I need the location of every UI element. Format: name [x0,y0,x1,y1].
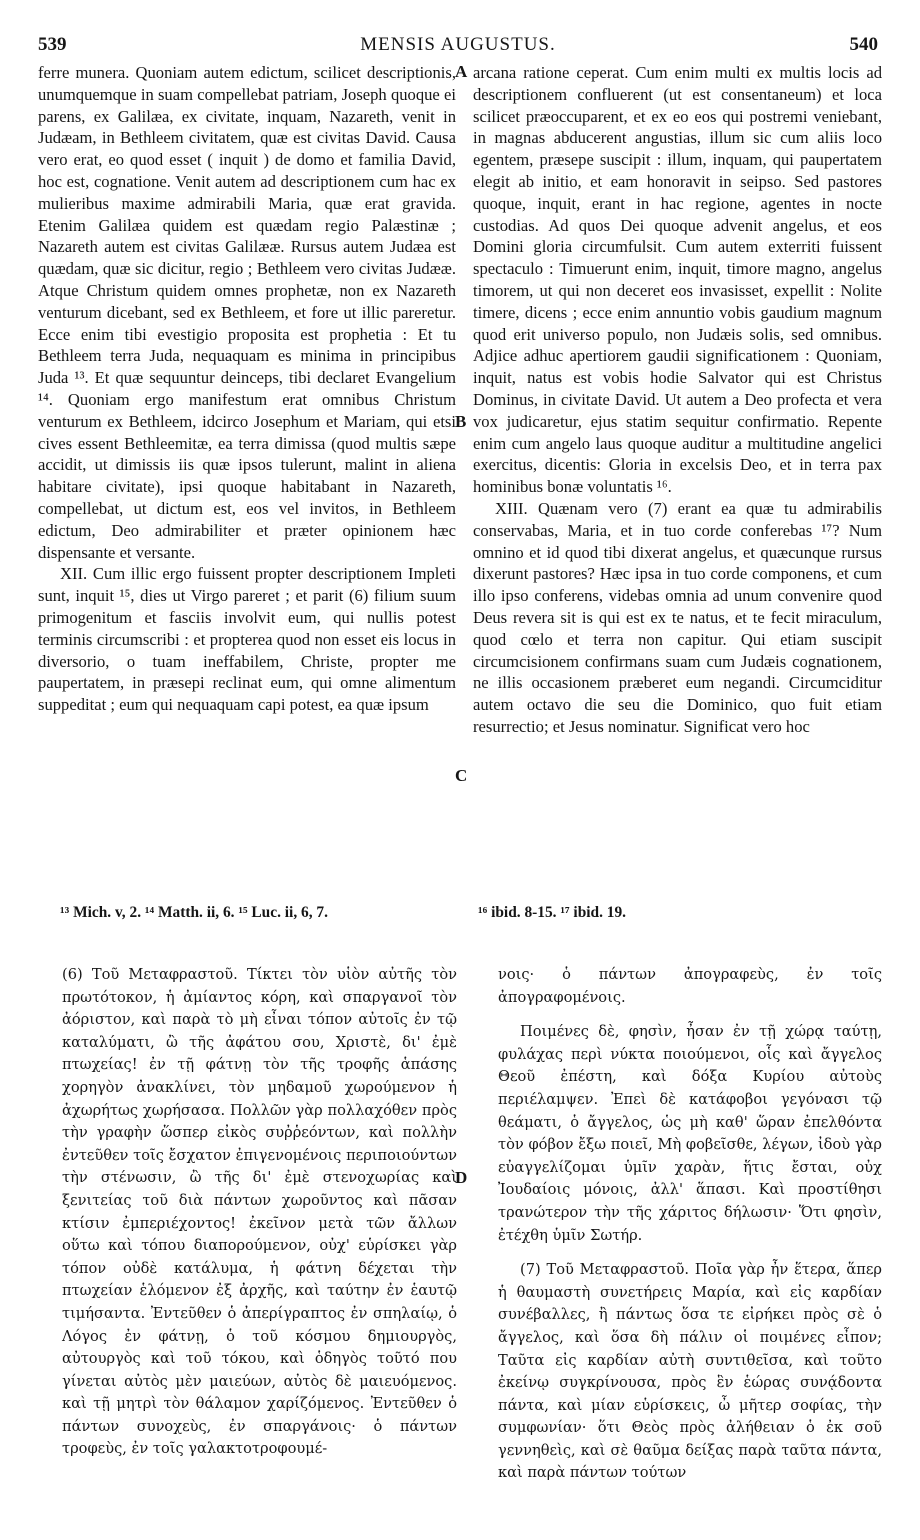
latin-left-paragraph-2: XII. Cum illic ergo fuissent propter descriptionem Impleti sunt, inquit ¹⁵, dies ut Virgo pareret ; et parit (6) filium suum primogenitum et fasciis involvit eum, qui nullis potest terminis circumscribi : et propterea quod non esset eis locus in diversorio, o tuam ineffabilem, Christe, propter me paupertatem, in præsepi reclinat eum, qui omne alimentum suppeditat ; eum qui nequaquam capi potest, ea quæ ipsum [38,564,456,715]
footnotes-left: ¹³ Mich. v, 2. ¹⁴ Matth. ii, 6. ¹⁵ Luc. ii, 6, 7. [60,904,328,921]
running-header [38,34,878,58]
latin-column-right [473,62,882,738]
running-title: MENSIS AUGUSTUS. [360,34,556,55]
latin-right-paragraph-1: arcana ratione ceperat. Cum enim multi ex multis locis ad descriptionem confluerent (ut est consentaneum) et loca scilicet præoccuparent, et ex eo eos qui postremi veniebant, in magnas abducerent angustias, illum sic cum aliis loco egentem, præsepe suscipit : illum, inquam, qui paupertatem elegit ab initio, et eam honoravit in seipso. Sed pastores quoque, inquit, erant in hac regione, agentes in nocte custodias. Ad quos Dei quoque advenit angelus, et eos Domini gloria circumfulsit. Cum autem exterriti fuissent spectaculo : Timuerunt enim, inquit, timore magno, angelus timorem, ut qui non deceret eos invasisset, expellit : Nolite timere, dicens ; ecce enim annuntio vobis gaudium magnum quod erit universo populo, non Judæis solis, sed omnibus. Adjice adhuc apertiorem gaudii significationem : Quoniam, inquit, natus est vobis hodie Salvator qui est Christus Dominus, in civitate David. Ut autem a Deo profecta et vera vox judicaretur, ejus statim sequitur confirmatio. Repente enim cum angelo laus quoque auditur a multitudine angelici exercitus, dicentis: Gloria in excelsis Deo, et in terra pax hominibus bonæ voluntatis ¹⁶. [473,63,882,497]
greek-column-left [62,964,457,1461]
greek-right-paragraph-2: Ποιμένες δὲ, φησὶν, ἦσαν ἐν τῇ χώρᾳ ταύτῃ, φυλάχας περὶ νύκτα ποιούμενοι, οἷς καὶ ἄγγελος Θεοῦ ἐπέστη, καὶ δόξα Κυρίου αὐτοὺς περιέλαμψεν. Ἐπεὶ δὲ κατάφοβοι γεγόνασι τῷ θεάματι, ὁ ἄγγελος, ὡς μὴ καθ' ὥραν ἐπελθόντα τὸν φόβον ἔξω ποιεῖ, Μὴ φοβεῖσθε, λέγων, ἰδοὺ γὰρ εὐαγγελίζομαι ὑμῖν χαρὰν, ἥτις ἔσται, οὐχ Ἰουδαίοις μόνοις, ἀλλ' ἅπασι. Καὶ προστίθησι τρανώτερον τὴν τῆς χάριτος δήλωσιν· Ὅτι φησὶν, ἐτέχθη ὑμῖν Σωτήρ. [498,1023,882,1244]
footnotes-right: ¹⁶ ibid. 8-15. ¹⁷ ibid. 19. [478,904,627,921]
latin-left-paragraph-1: ferre munera. Quoniam autem edictum, scilicet descriptionis, unumquemque in suam compellebat patriam, Joseph quoque ei parens, ex Galilæa, ex civitate, inquam, Nazareth, venit in Judæam, in Bethleem civitatem, quæ est civitas David. Causa vero erat, eo quod esset ( inquit ) de domo et familia David, hoc est, cognatione. Venit autem ad descriptionem cum hac ex mulieribus maxime admirabili Maria, quæ erat gravida. Etenim Galilæa quidem est quædam regio Palæstinæ ; Nazareth autem est civitas Galilææ. Rursus autem Judæa est quædam, quæ sic dicitur, regio ; Bethleem vero civitas Judææ. Atque Christum quidem omnes prophetæ, non ex Nazareth venturum dicebant, sed ex Bethleem, et fore ut illic pareretur. Ecce enim tibi evestigio proposita est prophetia : Et tu Bethleem terra Juda, nequaquam es minima in principibus Juda ¹³. Et quæ sequuntur deinceps, tibi declaret Evangelium ¹⁴. Quoniam ergo manifestum erat omnibus Christum venturum ex Bethleem, idcirco Josephum et Mariam, qui etsi cives essent Bethleemitæ, ea terra dimissa (quod multis sæpe accidit, ut dimissis iis quæ ipsos tulerunt, malint in aliena habitare civitate), ipsi quoque habitabant in Nazareth, compellebat, ut dictum est, eos vel invitos, in Bethleem edictum, Deo admirabiliter et præter opinionem hæc dispensante et versante. [38,63,456,562]
margin-marker-a: A [455,62,468,81]
margin-marker-d: D [455,1168,468,1187]
latin-right-paragraph-2: XIII. Quænam vero (7) erant ea quæ tu admirabilis conservabas, Maria, et in tuo corde conferebas ¹⁷? Num omnino et id quod tibi dixerat angelus, et quæcunque rursus dixerunt pastores? Hæc ipsa in tuo corde componens, et cum illo ipso conferens, videbas omnia ad unum convenire quod Deus revera sit is qui est ex te natus, et te fecit miraculum, quod cœlo et terra non capitur. Qui etiam suscipit circumcisionem confirmans suam cum Judæis cognationem, ne illis occasionem præberet eum negandi. Circumciditur autem octavo die seu die Dominico, quo fuit etiam resurrectio; et Jesus nominatur. Significat vero hoc [473,498,882,736]
greek-right-paragraph-1: νοις· ὁ πάντων ἀπογραφεὺς, ἐν τοῖς ἀπογραφομένοις. [498,966,882,1006]
latin-column-left [38,62,456,716]
margin-marker-b: B [455,412,467,431]
page-number-left: 539 [38,34,67,55]
greek-column-right [498,964,882,1485]
greek-left-paragraph-1: (6) Τοῦ Μεταφραστοῦ. Τίκτει τὸν υἱὸν αὐτῆς τὸν πρωτότοκον, ἡ ἀμίαντος κόρη, καὶ σπαργανοῖ τὸν ἀόριστον, καὶ παρὰ τὸ μὴ εἶναι τόπον αὐτοῖς ἐν τῷ καταλύματι, ὢ τῆς ἀφάτου σου, Χριστὲ, δι' ἐμὲ πτωχείας! ἐν τῇ φάτνῃ τὸν τῆς τροφῆς ἁπάσης χορηγὸν ἀνακλίνει, τὸν μηδαμοῦ χωρούμενον ἡ ἀχωρήτως χωρήσασα. Πολλῶν γὰρ πολλαχόθεν πρὸς τὴν γραφὴν ὥσπερ εἰκὸς συῤῥεόντων, καὶ πολλὴν ἐντεῦθεν τοῖς ἔσχατον ἐπιγενομένοις περιποιούντων τὴν στένωσιν, ὢ τῆς δι' ἐμὲ στενοχωρίας καὶ ξενιτείας τοῦ διὰ πάντων χωροῦντος καὶ πᾶσαν κτίσιν ἐμπεριέχοντος! ἐκεῖνον μετὰ τῶν ἄλλων οὕτω καὶ τόπου διαπορούμενον, οὐχ' εὑρίσκει γὰρ τόπον οὐδὲ κατάλυμα, ἡ φάτνη δέχεται τὴν πτωχείαν ἑλόμενον ἐξ ἀρχῆς, καὶ ταύτην ἐν ἑαυτῷ τιμήσαντα. Ἐντεῦθεν ὁ ἀπερίγραπτος ἐν σπηλαίῳ, ὁ Λόγος ἐν φάτνῃ, ὁ τοῦ κόσμου δημιουργὸς, αὐτουργὸς καὶ τοῦ τόκου, καὶ ὁδηγὸς τοῦτό που γίνεται αὐτὸς μὲν μαιεύων, αὐτὸς δὲ μαιευόμενος. καὶ τῇ μητρὶ τὸν θάλαμον χαρίζόμενος. Ἐντεῦθεν ὁ πάντων συνοχεὺς, ἐν σπαργάνοις· ὁ πάντων τροφεὺς, ἐν τοῖς γαλακτοτροφουμέ- [62,966,457,1458]
margin-marker-c: C [455,766,468,785]
greek-right-paragraph-3: (7) Τοῦ Μεταφραστοῦ. Ποῖα γὰρ ἦν ἕτερα, ἅπερ ἡ θαυμαστὴ συνετήρεις Μαρία, καὶ εἰς καρδίαν συνέβαλλες, ἢ πάντως ὅσα τε εἰρήκει πρὸς σὲ ὁ ἄγγελος, καὶ ὅσα δὴ πάλιν οἱ ποιμένες εἶπον; Ταῦτα εἰς καρδίαν αὐτὴ συντιθεῖσα, καὶ τοῦτο ἐκείνῳ συγκρίνουσα, πρὸς ἓν ἑώρας συνᾴδοντα πάντα, καὶ μίαν εὑρίσκεις, ὦ μῆτερ σοφίας, τὴν συμφωνίαν· ὅτι Θεὸς πρὸς ἀλήθειαν ὁ ἐκ σοῦ γεννηθεὶς, καὶ σὲ θαῦμα δείξας παρὰ ταῦτα πάντα, καὶ παρὰ πάντων τούτων [498,1261,882,1482]
page-number-right: 540 [849,34,878,55]
